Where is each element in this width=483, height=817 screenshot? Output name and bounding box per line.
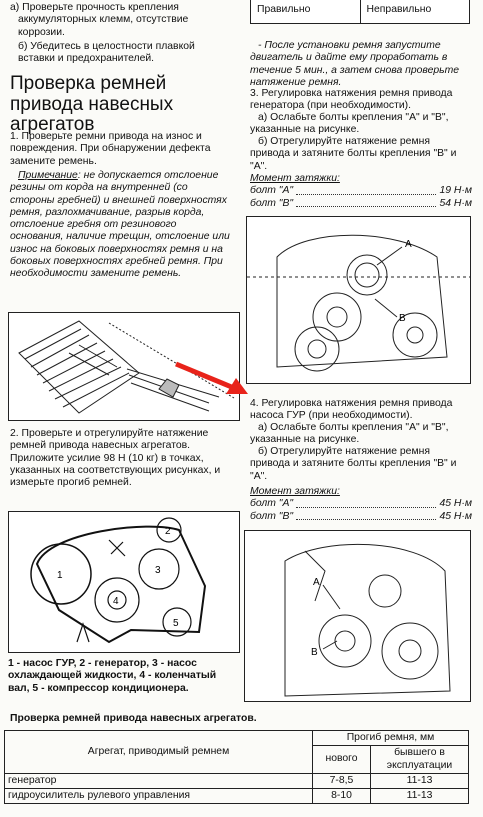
pulley-label-3: 3 [155,565,161,576]
row-used: 11-13 [371,773,469,788]
row-new: 8-10 [313,789,371,804]
header-deflection: Прогиб ремня, мм [313,731,469,746]
red-arrow-icon [172,358,252,398]
paragraph-4: 4. Регулировка натяжения ремня привода насоса ГУР (при необходимости). [250,398,453,422]
torque-value: 19 Н·м [439,185,472,197]
fig1-label-a: A [405,239,412,250]
battery-items [10,2,232,65]
pulley-label-5: 5 [173,618,179,629]
row-unit: гидроусилитель рулевого управления [5,789,313,804]
row-new: 7-8,5 [313,773,371,788]
paragraph-4b: б) Отрегулируйте натяжение ремня привода и затяните болты крепления "В" и "А". [250,446,457,482]
torque-row [250,198,472,210]
bolt-name: болт "А" [250,498,294,510]
note-label: Примечание [18,170,78,181]
power-steering-bolts-figure [244,530,471,702]
figure-caption: 1 - насос ГУР, 2 - генератор, 3 - насос охлаждающей жидкости, 4 - коленчатый вал, 5 - компрессор кондиционера. [8,658,217,694]
after-install-note: - После установки ремня запустите двигатель и дайте ему проработать в течение 5 мин., а затем снова проверьте натяжение ремня. [250,40,460,88]
bolt-name: болт "А" [250,185,294,197]
section-heading: Проверка ремней привода навесных агрегатов [10,73,174,136]
torque-value: 45 Н·м [439,498,472,510]
correct-incorrect-table [250,0,470,24]
deflection-table [4,730,469,804]
header-used: бывшего в эксплуатации [371,746,469,774]
torque-value: 45 Н·м [439,510,472,522]
row-unit: генератор [5,773,313,788]
torque-value: 54 Н·м [439,197,472,209]
torque-label-1: Момент затяжки: [250,173,340,184]
pulley-label-1: 1 [57,570,63,581]
note-text: : не допускается отслоение резины от корда на внутренней (со стороны гребней) и внешней поверхностях ремня, разлохмачивание, разрыв корда, отслоение гребня от резинового основания, наличие трещин, отслоение или износ на боковых поверхностях ремня и на боковых поверхностях гребней ремня. При необходимости замените ремень. [10,170,230,280]
paragraph-2: 2. Проверьте и отрегулируйте натяжение ремней привода навесных агрегатов. Приложите усилие 98 Н (10 кг) в точках, указанных на соответствующих рисунках, и измерьте прогиб ремней. [10,428,221,489]
header-new: нового [313,746,371,774]
note-paragraph [10,170,232,280]
table-title: Проверка ремней привода навесных агрегатов. [10,713,257,724]
fig2-label-a: A [313,577,320,588]
paragraph-1: 1. Проверьте ремни привода на износ и повреждения. При обнаружении дефекта замените ремень. [10,131,211,167]
generator-bolts-figure [246,216,471,384]
torque-block-1 [250,173,472,210]
row-used: 11-13 [371,789,469,804]
table-row [5,789,469,804]
torque-row [250,185,472,197]
table-row [5,773,469,788]
header-unit: Агрегат, приводимый ремнем [5,731,313,774]
correct-label: Правильно [251,0,361,23]
torque-block-2 [250,486,472,523]
incorrect-label: Неправильно [366,4,432,15]
torque-row [250,498,472,510]
battery-item-a: а) Проверьте прочность крепления аккумуляторных клемм, отсутствие коррозии. [10,2,189,38]
pulley-label-4: 4 [113,596,119,607]
belt-routing-figure [8,511,240,653]
paragraph-3a: а) Ослабьте болты крепления "А" и "В", указанные на рисунке. [250,112,449,136]
paragraph-4a: а) Ослабьте болты крепления "А" и "В", указанные на рисунке. [250,422,449,446]
bolt-name: болт "В" [250,197,294,209]
torque-label-2: Момент затяжки: [250,486,340,497]
battery-item-b: б) Убедитесь в целостности плавкой вставки и предохранителей. [18,40,195,65]
paragraph-3b: б) Отрегулируйте натяжение ремня привода и затяните болты крепления "В" и "А". [250,136,457,172]
paragraph-3: 3. Регулировка натяжения ремня привода генератора (при необходимости). [250,88,453,112]
fig2-label-b: B [311,647,318,658]
fig1-label-b: B [399,313,406,324]
torque-row [250,511,472,523]
bolt-name: болт "В" [250,510,294,522]
pulley-label-2: 2 [165,526,171,537]
